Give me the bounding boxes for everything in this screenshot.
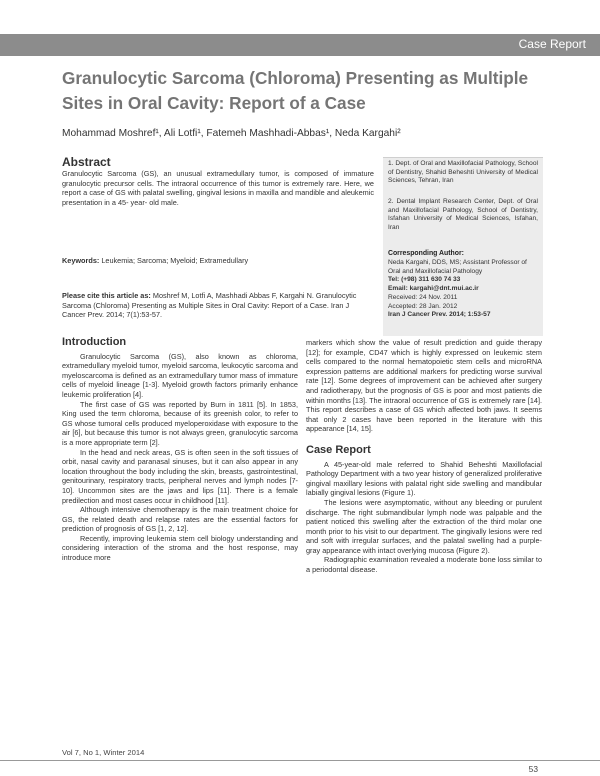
corresponding-author-details (388, 259, 540, 320)
intro-paragraph-1: Granulocytic Sarcoma (GS), also known as chloroma, extramedullary myeloid tumor, myeloid sarcoma, leukocytic sarcoma and myeloscarcoma is defined as an extramedullary tumor mass of immature cells of myeloid lineage [1-3]. Myeloid growth factors primarily enhance leukemic proliferation [4]. (62, 351, 298, 399)
corresponding-author-label: Corresponding Author: (388, 250, 464, 257)
journal-citation: Iran J Cancer Prev. 2014; 1:53-57 (388, 311, 491, 319)
intro-paragraph-3: In the head and neck areas, GS is often seen in the soft tissues of orbit, nasal cavity and paranasal sinuses, but it can also appear in any location throughout the body including the skin, breasts, gastrointestinal, genitourinary, respiratory tracts, peripheral nerves and lymph nodes [7-10]. Uncommon sites are the jaws and lips [11]. There is a female predilection and most cases occur in childhood [11]. (62, 447, 298, 505)
corresponding-author-tel: Tel: (+98) 311 630 74 33 (388, 276, 461, 284)
article-title: Granulocytic Sarcoma (Chloroma) Presenting as Multiple Sites in Oral Cavity: Report of a Case (62, 68, 529, 113)
volume-info: Vol 7, No 1, Winter 2014 (62, 748, 145, 757)
affiliation-1: 1. Dept. of Oral and Maxillofacial Pathology, School of Dentistry, Shahid Beheshti University of Medical Sciences, Tehran, Iran (388, 160, 538, 185)
case-paragraph-1: A 45-year-old male referred to Shahid Beheshti Maxillofacial Pathology Department with a two year history of generalized proliferative gingival maxillary lesions with palatal right side swelling and mandibular labially gingival lesions (Figure 1). (306, 459, 542, 498)
affiliation-2: 2. Dental Implant Research Center, Dept. of Oral and Maxillofacial Pathology, School of Dentistry, Isfahan University of Medical Sciences, Isfahan, Iran (388, 198, 538, 232)
article-type-label: Case Report (518, 37, 586, 51)
intro-paragraph-5: Recently, improving leukemia stem cell biology understanding and considering interaction of the stroma and the host response, may introduce more (62, 533, 298, 563)
right-column (306, 338, 542, 575)
case-report-heading: Case Report (306, 443, 371, 456)
citation-text: Moshref M, Lotfi A, Mashhadi Abbas F, Kargahi N. Granulocytic Sarcoma (Chloroma) Presenting as Multiple Sites in Oral Cavity: Report of a Case. Iran J Cancer Prev. 2014; 7(1):53-57. (62, 291, 357, 320)
author-list: Mohammad Moshref¹, Ali Lotfi¹, Fatemeh Mashhadi-Abbas¹, Neda Kargahi² (62, 128, 401, 139)
abstract-text: Granulocytic Sarcoma (GS), an unusual extramedullary tumor, is composed of immature granulocytic precursor cells. The intraoral occurrence of this tumor is extremely rare. Here, we report a case of GS with palatal swelling, gingival lesions in maxilla and mandible and aleukemic presentation in a 45- year- old male. (62, 169, 374, 207)
header-bar (0, 34, 600, 56)
footer-divider (0, 760, 600, 761)
citation (62, 291, 374, 320)
case-paragraph-2: The lesions were asymptomatic, without any bleeding or purulent discharge. The right submandibular lymph node was palpable and the patient noticed this swelling after the extraction of the third molar one month prior to his visit to our department. The gingivally lesions were red and soft with irregular surfaces, and the palatal swelling had a purple-gray appearance with intact overlying mucosa (Figure 2). (306, 497, 542, 555)
accepted-date: Accepted: 28 Jan. 2012 (388, 302, 458, 310)
case-paragraph-3: Radiographic examination revealed a moderate bone loss similar to a periodontal disease. (306, 555, 542, 575)
keywords-label: Keywords: (62, 256, 100, 265)
keywords (62, 256, 374, 265)
intro-continued-paragraph: markers which show the value of result prediction and guide therapy [12]; for example, CD47 which is highly expressed on leukemic stem cells compared to the normal hematopoietic stem cells and microRNA expression patterns are additional markers for predicting worse survival rate [12]. Some degrees of improvement can be achieved after surgery and radiotherapy, but the prognosis of GS is poor and most patients die within months [13]. The intraoral occurrence of GS is extremely rare [14]. This report describes a case of GS which affected both jaws. It seems that only 2 cases have been reported in the literature with this appearance [14, 15]. (306, 338, 542, 434)
page-number: 53 (528, 764, 538, 774)
left-column (62, 338, 298, 563)
intro-paragraph-2: The first case of GS was reported by Burn in 1811 [5]. In 1853, King used the term chloroma, because of its greenish color, to refer to GS whose tumoral cells produced myeloperoxidase with exposure to the air [6], but because this tumor is not always green, granulocytic sarcoma is a more appropriate term [2]. (62, 399, 298, 447)
citation-label: Please cite this article as: (62, 291, 151, 300)
introduction-heading: Introduction (62, 336, 127, 348)
keywords-text: Leukemia; Sarcoma; Myeloid; Extramedullary (101, 256, 249, 265)
intro-paragraph-4: Although intensive chemotherapy is the main treatment choice for GS, the related death and relapse rates are the essential factors for prediction of prognosis of GS [1, 2, 12]. (62, 505, 298, 534)
abstract-heading: Abstract (62, 155, 111, 169)
corresponding-author-name: Neda Kargahi, DDS, MS; Assistant Professor of Oral and Maxillofacial Pathology (388, 259, 527, 275)
corresponding-author-email[interactable]: Email: kargahi@dnt.mui.ac.ir (388, 285, 479, 293)
received-date: Received: 24 Nov. 2011 (388, 293, 458, 301)
